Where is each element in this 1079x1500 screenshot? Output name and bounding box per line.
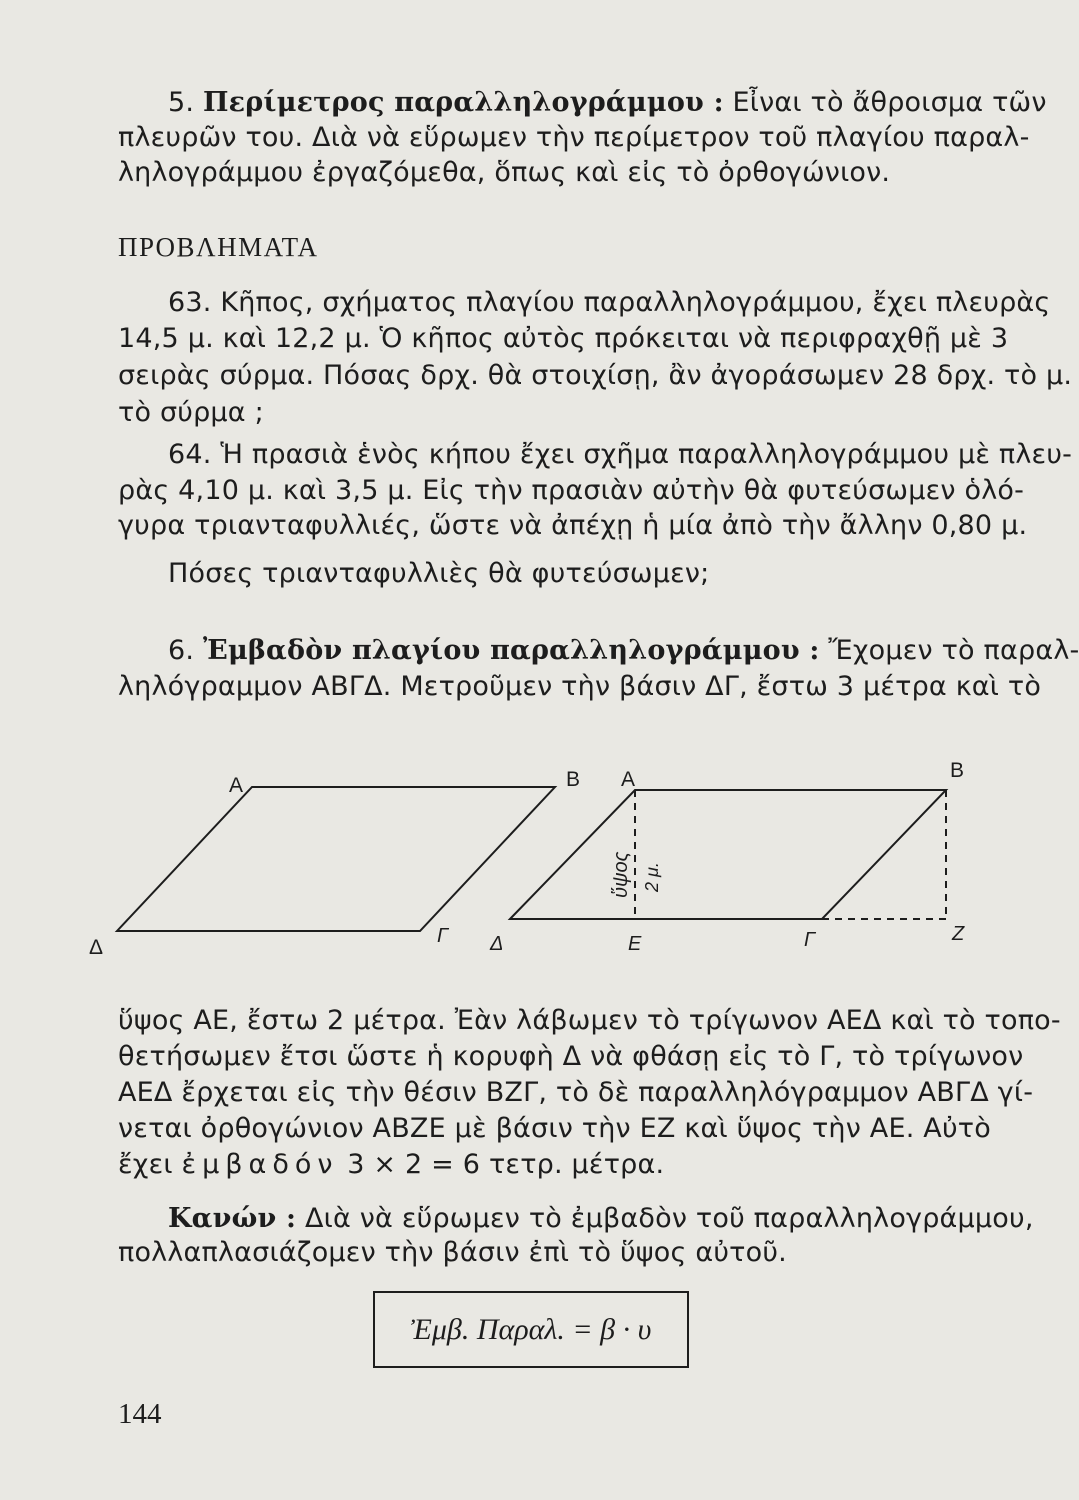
rule-label: Κανών : [168,1203,297,1234]
right-label-e: Ε [628,933,642,955]
section6-line4: θετήσωμεν ἔτσι ὥστε ἡ κορυφὴ Δ νὰ φθάσῃ εἰς τὸ Γ, τὸ τρίγωνον [118,1041,1024,1072]
left-label-d: Δ [89,936,104,959]
problem63-line4: τὸ σύρμα ; [118,397,264,428]
problem63-line1: 63. Κῆπος, σχήματος πλαγίου παραλληλογράμμου, ἔχει πλευρὰς [168,287,1051,318]
area-word: ἐμβαδόν [181,1149,339,1180]
section6-line2: ληλόγραμμον ΑΒΓΔ. Μετροῦμεν τὴν βάσιν ΔΓ, ἔστω 3 μέτρα καὶ τὸ [118,671,1042,702]
section6-line5: ΑΕΔ ἔρχεται εἰς τὴν θέσιν ΒΖΓ, τὸ δὲ παραλληλόγραμμον ΑΒΓΔ γί- [118,1077,1034,1108]
section5-line2: πλευρῶν του. Διὰ νὰ εὕρωμεν τὴν περίμετρον τοῦ πλαγίου παραλ- [118,122,1030,153]
section5-number: 5. [168,87,195,118]
problem63-line3: σειρὰς σύρμα. Πόσας δρχ. θὰ στοιχίσῃ, ἂν ἀγοράσωμεν 28 δρχ. τὸ μ. [118,360,1073,391]
problem64-line4: Πόσες τριανταφυλλιὲς θὰ φυτεύσωμεν; [168,558,710,589]
section5-title: Περίμετρος παραλληλογράμμου : [202,87,724,118]
height-label: ὕψος [610,851,632,898]
right-parallelogram [510,790,946,919]
height-value: 2 μ. [642,862,662,892]
section6-line6: νεται ὀρθογώνιον ΑΒΖΕ μὲ βάσιν τὴν ΕΖ καὶ ὕψος τὴν ΑΕ. Αὐτὸ [118,1113,991,1144]
section6-line7 [118,1148,960,1182]
section5-text: Εἶναι τὸ ἄθροισμα τῶν [732,87,1047,118]
left-label-b: Β [566,768,581,791]
section5-line3: ληλογράμμου ἐργαζόμεθα, ὅπως καὶ εἰς τὸ ὀρθογώνιον. [118,157,891,188]
section6-line3: ὕψος ΑΕ, ἔστω 2 μέτρα. Ἐὰν λάβωμεν τὸ τρίγωνον ΑΕΔ καὶ τὸ τοπο- [118,1005,1061,1036]
section6-title: Ἐμβαδὸν πλαγίου παραλληλογράμμου : [202,635,820,666]
problem64-line1: 64. Ἡ πρασιὰ ἑνὸς κήπου ἔχει σχῆμα παραλληλογράμμου μὲ πλευ- [168,439,1073,470]
section6-line7-start: ἔχει [118,1149,173,1180]
problem64-line3: γυρα τριανταφυλλιές, ὥστε νὰ ἀπέχῃ ἡ μία ἀπὸ τὴν ἄλλην 0,80 μ. [118,510,1028,541]
right-label-a: Α [621,768,636,791]
problem63-line2: 14,5 μ. καὶ 12,2 μ. Ὁ κῆπος αὐτὸς πρόκειται νὰ περιφραχθῇ μὲ 3 [118,323,1009,354]
area-formula-box: Ἐμβ. Παραλ. = β · υ [373,1291,689,1368]
rule-text: Διὰ νὰ εὕρωμεν τὸ ἐμβαδὸν τοῦ παραλληλογράμμου, [304,1203,1034,1234]
right-label-g: Γ [804,929,816,951]
area-calculation: 3 × 2 = 6 τετρ. μέτρα. [347,1149,665,1180]
left-label-g: Γ [437,925,449,947]
problems-heading: ΠΡΟΒΛΗΜΑΤΑ [118,232,319,262]
right-label-b: Β [950,759,965,782]
section6-number: 6. [168,635,195,666]
rule-line2: πολλαπλασιάζομεν τὴν βάσιν ἐπὶ τὸ ὕψος αὐτοῦ. [118,1237,787,1268]
page-number: 144 [118,1398,162,1430]
right-label-z: Ζ [952,923,965,945]
problem64-line2: ρὰς 4,10 μ. καὶ 3,5 μ. Εἰς τὴν πρασιὰν αὐτὴν θὰ φυτεύσωμεν ὁλό- [118,475,1025,506]
rule-line1 [168,1202,1034,1236]
section6-text: Ἔχομεν τὸ παραλ- [828,635,1079,666]
right-label-d: Δ [490,933,504,955]
left-parallelogram [117,787,555,931]
left-label-a: Α [229,774,244,797]
